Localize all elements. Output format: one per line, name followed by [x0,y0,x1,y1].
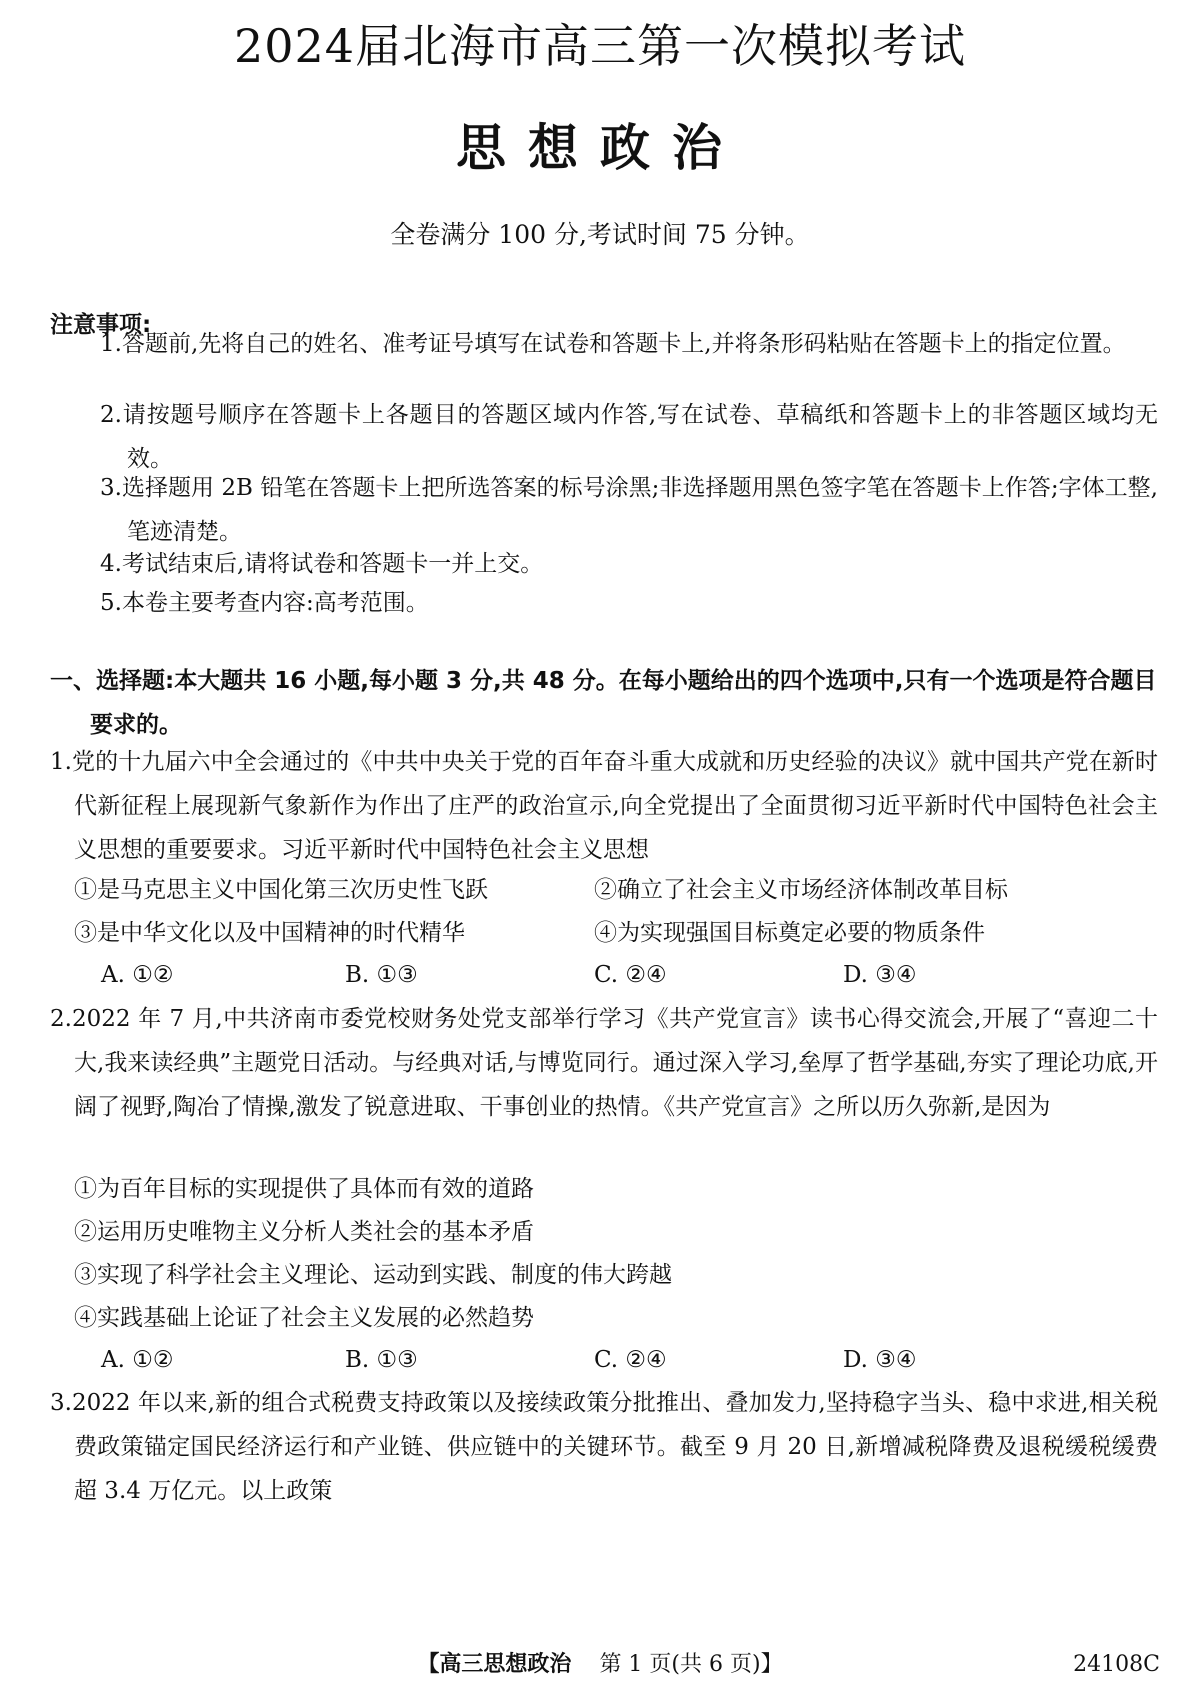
question-1-choice-d: D. ③④ [843,962,917,988]
question-2-choice-c: C. ②④ [594,1347,667,1373]
notice-item-1: 1.答题前,先将自己的姓名、准考证号填写在试卷和答题卡上,并将条形码粘贴在答题卡上的指定位置。 [100,331,1126,357]
notice-item-4: 4.考试结束后,请将试卷和答题卡一并上交。 [100,551,544,577]
exam-title: 2024届北海市高三第一次模拟考试 [233,19,967,73]
question-2-option-4: ④实践基础上论证了社会主义发展的必然趋势 [74,1305,534,1331]
question-1-option-2: ②确立了社会主义市场经济体制改革目标 [594,877,1008,903]
notice-item-3: 3.选择题用 2B 铅笔在答题卡上把所选答案的标号涂黑;非选择题用黑色签字笔在答题卡上作答;字体工整,笔迹清楚。 [100,475,1158,545]
question-1-option-4: ④为实现强国目标奠定必要的物质条件 [594,920,985,946]
question-2-stem: 2.2022 年 7 月,中共济南市委党校财务处党支部举行学习《共产党宣言》读书心得交流会,开展了“喜迎二十大,我来读经典”主题党日活动。与经典对话,与博览同行。通过深入学习,垒厚了哲学基础,夯实了理论功底,开阔了视野,陶冶了情操,激发了锐意进取、干事创业的热情。《共产党宣言》之所以历久弥新,是因为 [50,1006,1158,1120]
question-2-option-3: ③实现了科学社会主义理论、运动到实践、制度的伟大跨越 [74,1262,672,1288]
question-1-choice-a: A. ①② [101,962,174,988]
footer-page-number: 第 1 页(共 6 页)】 [599,1652,783,1677]
notice-item-5: 5.本卷主要考查内容:高考范围。 [100,590,429,616]
score-time-note: 全卷满分 100 分,考试时间 75 分钟。 [390,220,810,249]
footer-exam-code: 24108C [1073,1652,1160,1677]
question-1-option-1: ①是马克思主义中国化第三次历史性飞跃 [74,877,488,903]
notice-heading: 注意事项: [50,312,152,338]
question-1-choice-b: B. ①③ [345,962,418,988]
question-2-option-1: ①为百年目标的实现提供了具体而有效的道路 [74,1176,534,1202]
subject-title: 思想政治 [456,119,744,177]
question-1-option-3: ③是中华文化以及中国精神的时代精华 [74,920,465,946]
footer-label: 【高三思想政治 [417,1652,572,1677]
question-2-choice-a: A. ①② [101,1347,174,1373]
footer-spacer [578,1652,592,1677]
question-2-option-2: ②运用历史唯物主义分析人类社会的基本矛盾 [74,1219,534,1245]
section-heading: 一、选择题:本大题共 16 小题,每小题 3 分,共 48 分。在每小题给出的四个选项中,只有一个选项是符合题目要求的。 [50,668,1157,738]
question-1-stem: 1.党的十九届六中全会通过的《中共中央关于党的百年奋斗重大成就和历史经验的决议》就中国共产党在新时代新征程上展现新气象新作为作出了庄严的政治宣示,向全党提出了全面贯彻习近平新时代中国特色社会主义思想的重要要求。习近平新时代中国特色社会主义思想 [50,749,1158,863]
notice-item-2: 2.请按题号顺序在答题卡上各题目的答题区域内作答,写在试卷、草稿纸和答题卡上的非答题区域均无效。 [100,402,1158,472]
question-1-choice-c: C. ②④ [594,962,667,988]
question-2-choice-b: B. ①③ [345,1347,418,1373]
page-footer [0,1650,1200,1680]
question-3-stem: 3.2022 年以来,新的组合式税费支持政策以及接续政策分批推出、叠加发力,坚持稳字当头、稳中求进,相关税费政策锚定国民经济运行和产业链、供应链中的关键环节。截至 9 月 20 日,新增减税降费及退税缓税缓费超 3.4 万亿元。以上政策 [50,1390,1158,1504]
question-2-choice-d: D. ③④ [843,1347,917,1373]
